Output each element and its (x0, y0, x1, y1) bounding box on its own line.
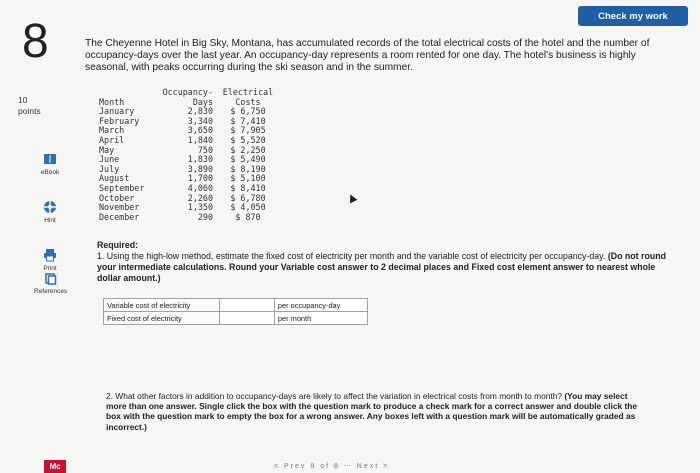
row-days: 2,260 (187, 192, 213, 203)
row-days: 1,840 (187, 134, 213, 145)
points-block (18, 95, 41, 117)
answer-table (103, 298, 368, 325)
required-prefix: 1. Using the high-low method, estimate the fixed cost of electricity per month and the variable cost of electricity per occupancy-day. (97, 251, 606, 261)
variable-cost-unit: per occupancy-day (274, 299, 367, 312)
row-days: 3,340 (187, 115, 213, 126)
row-cost: $ 7,410 (230, 115, 266, 126)
required-title: Required: (97, 240, 139, 250)
row-cost: $ 2,250 (230, 144, 266, 155)
row-cost: $ 4,050 (230, 202, 266, 213)
header-occupancy (159, 88, 215, 107)
row-month: February (99, 115, 140, 126)
row-days: 3,650 (187, 125, 213, 136)
row-days: 1,350 (187, 202, 213, 213)
required-instructions: (Do not round your intermediate calculations. Round your Variable cost answer to 2 decimal places and Fixed cost element answer to nearest whole dollar amount.) (97, 251, 666, 283)
print-label: Print (43, 265, 57, 272)
hint-label: Hint (44, 217, 56, 224)
row-month: October (99, 192, 135, 203)
table-row (97, 213, 281, 223)
fixed-cost-label: Fixed cost of electricity (104, 312, 220, 325)
row-days: 1,700 (187, 173, 213, 184)
row-cost: $ 5,100 (230, 173, 266, 184)
row-cost: $ 6,780 (230, 192, 266, 203)
fixed-cost-input[interactable] (219, 312, 274, 325)
row-days: 750 (197, 144, 213, 155)
row-cost: $ 6,750 (230, 106, 266, 117)
row-month: December (99, 211, 140, 222)
points-label: points (18, 106, 41, 116)
publisher-logo: Mc (44, 460, 66, 473)
electricity-data-table (97, 88, 281, 222)
row-month: March (99, 125, 125, 136)
row-cost: $ 8,410 (230, 182, 266, 193)
answer-row-variable (104, 299, 368, 312)
header-electrical-bottom: Costs (235, 96, 261, 107)
q2-prefix: 2. What other factors in addition to occupancy-days are likely to affect the variation in electrical costs from month to month? (106, 391, 563, 401)
references-label: References (34, 288, 68, 295)
question-intro: The Cheyenne Hotel in Big Sky, Montana, has accumulated records of the total electrical costs of the hotel and the number of occupancy-days over the last year. An occupancy-day represents a room rented for one day. The hotel's business is highly seasonal, with peaks occurring during the ski season and in the summer. (85, 38, 650, 74)
print-tool[interactable] (30, 248, 70, 272)
header-occupancy-bottom: Days (192, 96, 213, 107)
row-days: 4,060 (187, 182, 213, 193)
q2-instructions: (You may select more than one answer. Single click the box with the question mark to produce a check mark for a correct answer and double click the box with the question mark to empty the box for a wrong answer. Any boxes left with a question mark will be automatically graded as incorrect.) (106, 391, 638, 432)
header-month: Month (99, 96, 125, 107)
row-month: January (99, 106, 135, 117)
ebook-tool[interactable] (30, 152, 70, 176)
row-cost: $ 5,520 (230, 134, 266, 145)
required-block (97, 240, 667, 284)
bottom-navigation[interactable]: < Prev 8 of 8 ⋯ Next > (274, 463, 390, 470)
row-month: November (99, 202, 140, 213)
ebook-icon (43, 152, 57, 166)
row-cost: $ 7,905 (230, 125, 266, 136)
header-electrical-top: Electrical (222, 87, 274, 97)
row-month: May (99, 144, 115, 155)
row-days: 2,830 (187, 106, 213, 117)
hint-tool[interactable] (30, 200, 70, 224)
header-occupancy-top: Occupancy- (162, 87, 213, 97)
row-month: September (99, 182, 145, 193)
row-cost: $ 870 (235, 211, 261, 222)
variable-cost-input[interactable] (219, 299, 274, 312)
mouse-cursor-icon (347, 193, 358, 204)
row-month: August (99, 173, 130, 184)
question-2 (106, 391, 646, 432)
ebook-label: eBook (40, 169, 60, 176)
references-tool[interactable] (34, 273, 67, 295)
answer-row-fixed (104, 312, 368, 325)
hint-icon (43, 200, 57, 214)
row-month: June (99, 154, 120, 165)
points-value: 10 (18, 95, 28, 105)
header-electrical (215, 88, 281, 107)
print-icon (43, 248, 57, 262)
row-days: 1,830 (187, 154, 213, 165)
check-my-work-button[interactable]: Check my work (578, 6, 688, 26)
row-days: 3,890 (187, 163, 213, 174)
row-month: April (99, 134, 125, 145)
row-cost: $ 5,490 (230, 154, 266, 165)
variable-cost-label: Variable cost of electricity (104, 299, 220, 312)
row-days: 290 (197, 211, 213, 222)
references-icon (45, 273, 57, 285)
row-cost: $ 8,190 (230, 163, 266, 174)
question-number: 8 (22, 15, 49, 68)
fixed-cost-unit: per month (274, 312, 367, 325)
row-month: July (99, 163, 120, 174)
